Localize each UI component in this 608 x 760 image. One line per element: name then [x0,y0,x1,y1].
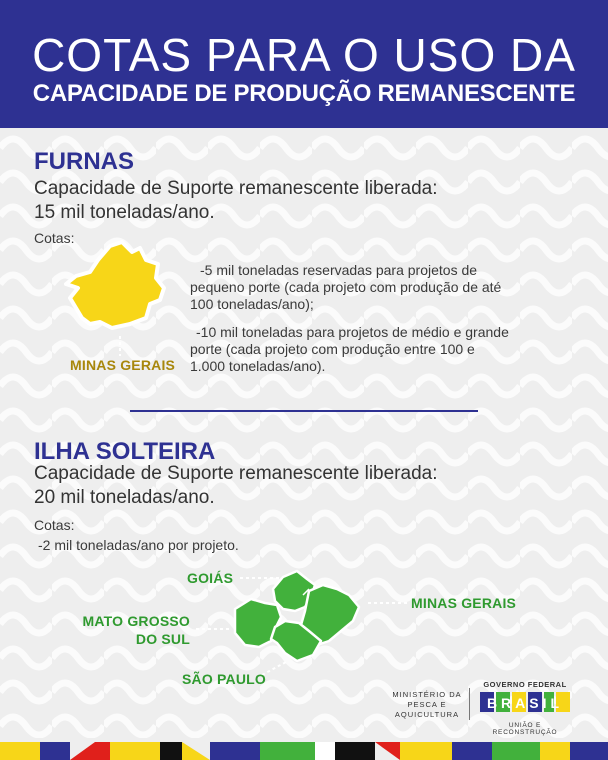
ilha-capacity-line1: Capacidade de Suporte remanescente liberada: [34,463,438,484]
furnas-quota2-line1: -10 mil toneladas para projetos de médio e grande [196,324,509,340]
furnas-map-label: MINAS GERAIS [70,357,176,373]
footer-color-strip [0,742,608,760]
furnas-capacity-line2: 15 mil toneladas/ano. [34,202,215,223]
page-subtitle: CAPACIDADE DE PRODUÇÃO REMANESCENTE [32,80,576,107]
sao-paulo-label: SÃO PAULO [182,671,266,687]
page-title: COTAS PARA O USO DA [32,29,576,81]
furnas-quota1-line1: -5 mil toneladas reservadas para projetos de [200,262,478,278]
goias-label: GOIÁS [187,570,234,586]
ministry-line2: PESCA E [407,700,447,709]
ilha-solteira-title: ILHA SOLTEIRA [34,438,216,465]
furnas-title: FURNAS [34,148,134,175]
mato-grosso-label-line1: MATO GROSSO [82,613,190,629]
header-banner [0,0,608,128]
furnas-quota1-line2: pequeno porte (cada projeto com produção de até [190,279,502,295]
section-divider [130,410,478,412]
furnas-quota2-line3: 1.000 toneladas/ano). [190,358,326,374]
government-subtitle: UNIÃO E RECONSTRUÇÃO [492,722,558,736]
mato-grosso-label-line2: DO SUL [135,631,190,647]
ilha-quotas-label: Cotas: [34,517,75,533]
government-logo [478,680,572,736]
furnas-quota2-line2: porte (cada projeto com produção entre 100 e [190,341,475,357]
ministry-logo [392,690,462,720]
brasil-text: BRASIL [486,695,564,711]
ilha-quota1: -2 mil toneladas/ano por projeto. [38,537,239,553]
furnas-quota1-line3: 100 toneladas/ano); [190,296,314,312]
region-map-leaders [190,570,520,680]
logo-separator [469,688,470,720]
brasil-wordmark [478,689,572,715]
minas-gerais-label: MINAS GERAIS [411,595,517,611]
ilha-capacity-line2: 20 mil toneladas/ano. [34,487,215,508]
ministry-line1: MINISTÉRIO DA [392,690,462,699]
furnas-quotas-label: Cotas: [34,230,75,246]
ministry-line3: AQUICULTURA [394,710,460,719]
furnas-capacity-line1: Capacidade de Suporte remanescente liberada: [34,178,438,199]
government-title: GOVERNO FEDERAL [483,680,567,689]
